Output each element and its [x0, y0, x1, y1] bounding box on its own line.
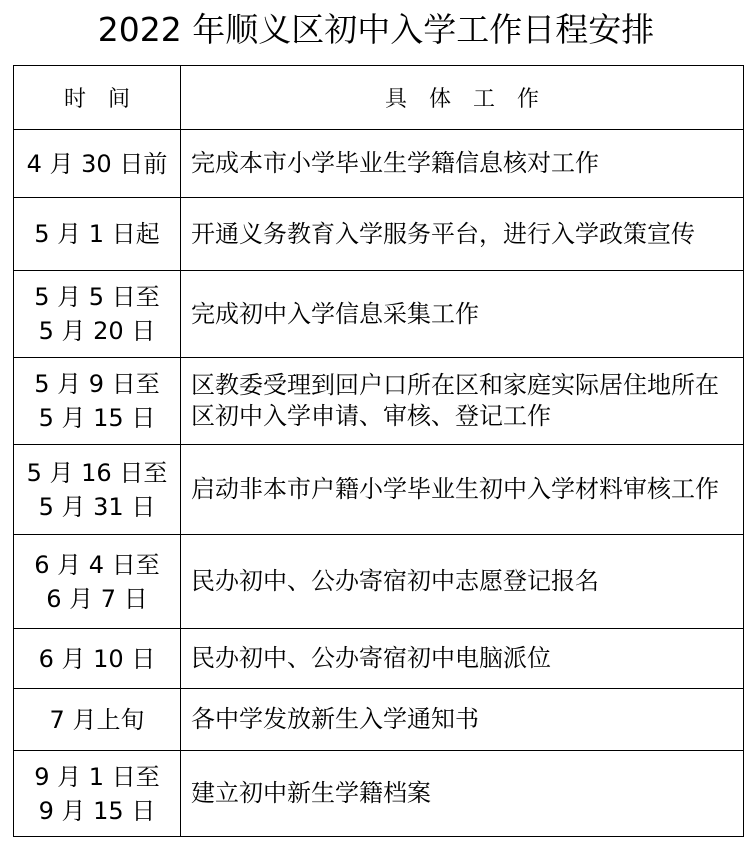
time-line: 4 月 30 日前	[26, 149, 168, 178]
work-cell: 完成本市小学毕业生学籍信息核对工作	[181, 130, 744, 198]
table-header-row	[14, 66, 744, 130]
time-cell	[14, 689, 181, 751]
work-cell: 各中学发放新生入学通知书	[181, 689, 744, 751]
header-time: 时 间	[14, 66, 181, 130]
table-row	[14, 445, 744, 535]
time-line: 7 月上旬	[49, 705, 145, 734]
time-cell	[14, 198, 181, 271]
work-cell: 开通义务教育入学服务平台，进行入学政策宣传	[181, 198, 744, 271]
table-row	[14, 535, 744, 629]
table-row	[14, 271, 744, 358]
time-cell	[14, 358, 181, 445]
work-cell: 启动非本市户籍小学毕业生初中入学材料审核工作	[181, 445, 744, 535]
time-cell	[14, 271, 181, 358]
table-row	[14, 130, 744, 198]
work-cell: 区教委受理到回户口所在区和家庭实际居住地所在区初中入学申请、审核、登记工作	[181, 358, 744, 445]
work-cell: 完成初中入学信息采集工作	[181, 271, 744, 358]
time-line: 5 月 1 日起	[34, 220, 160, 248]
time-line: 6 月 10 日	[38, 644, 156, 673]
table-row	[14, 629, 744, 689]
time-line: 5 月 31 日	[38, 492, 156, 521]
time-line: 5 月 9 日至	[34, 370, 160, 398]
table-row	[14, 689, 744, 751]
work-cell: 建立初中新生学籍档案	[181, 751, 744, 837]
time-cell	[14, 445, 181, 535]
work-cell: 民办初中、公办寄宿初中电脑派位	[181, 629, 744, 689]
time-line: 5 月 15 日	[38, 404, 156, 432]
work-cell: 民办初中、公办寄宿初中志愿登记报名	[181, 535, 744, 629]
table-row	[14, 198, 744, 271]
time-cell	[14, 751, 181, 837]
table-row	[14, 358, 744, 445]
time-cell	[14, 629, 181, 689]
time-line: 6 月 4 日至	[34, 550, 160, 579]
time-line: 5 月 16 日至	[26, 458, 168, 487]
page-title: 2022 年顺义区初中入学工作日程安排	[97, 10, 655, 49]
time-line: 9 月 1 日至	[34, 762, 160, 791]
schedule-table	[13, 65, 744, 837]
time-line: 9 月 15 日	[38, 796, 156, 825]
table-row	[14, 751, 744, 837]
time-cell	[14, 535, 181, 629]
time-line: 6 月 7 日	[46, 584, 148, 613]
time-line: 5 月 20 日	[38, 317, 156, 345]
time-line: 5 月 5 日至	[34, 283, 160, 311]
header-work: 具 体 工 作	[181, 66, 744, 130]
time-cell	[14, 130, 181, 198]
